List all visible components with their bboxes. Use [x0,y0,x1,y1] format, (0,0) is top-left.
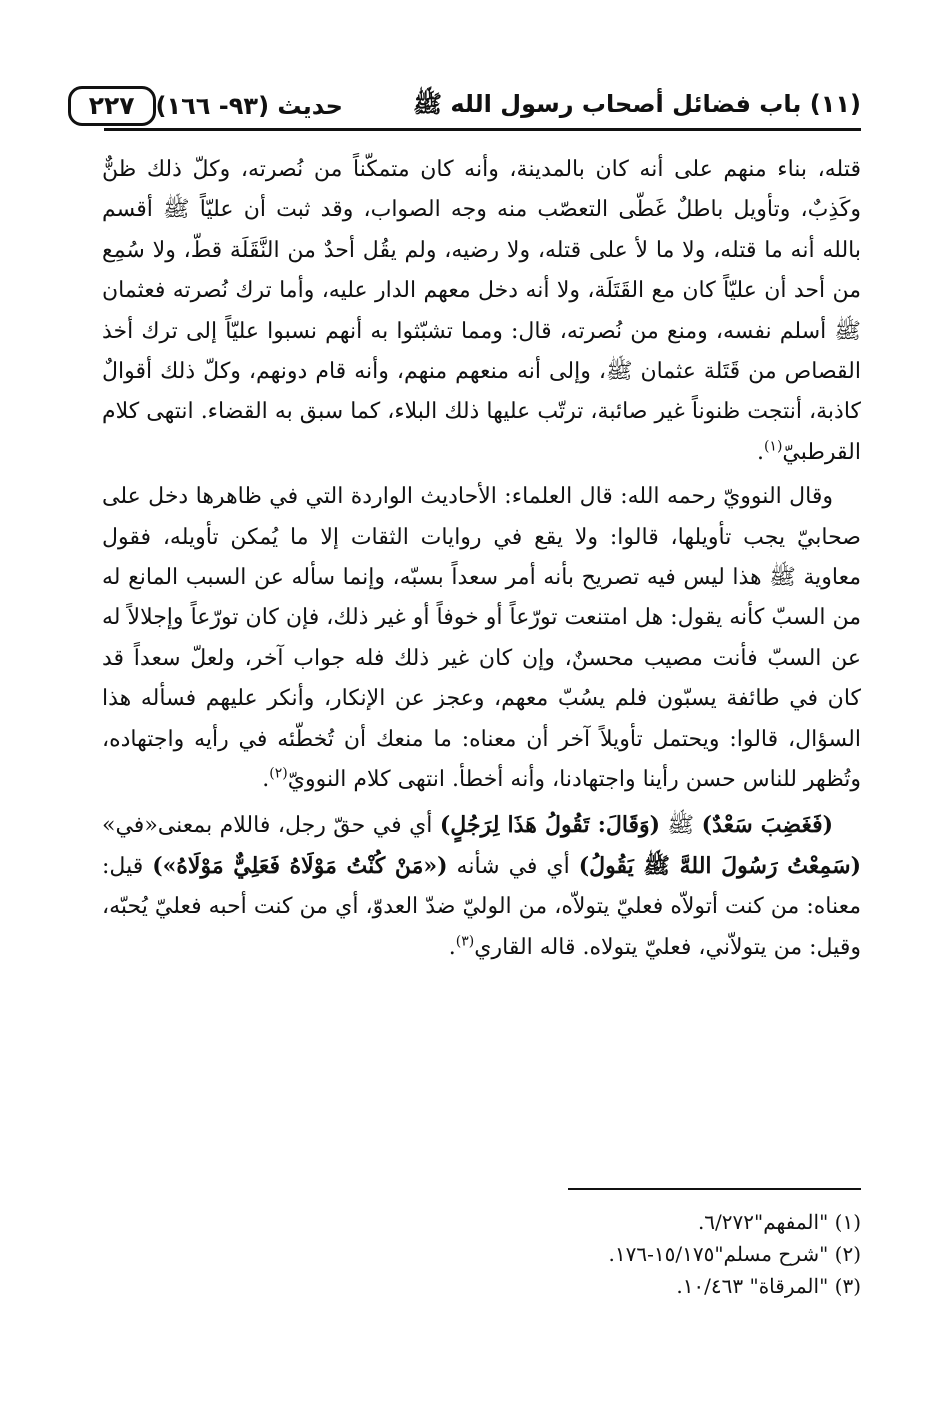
footnote-divider [568,1188,861,1190]
paragraph-2-end: . [262,767,270,793]
quote-saying: (وَقَالَ: تَقُولُ هَذَا لِرَجُلٍ) [439,811,661,838]
quote-anger: (فَغَضِبَ سَعْدٌ) [701,811,833,838]
chapter-title: (١١) باب فضائل أصحاب رسول الله ﷺ [412,89,861,118]
paragraph-2-text: وقال النوويّ رحمه الله: قال العلماء: الأحاديث الواردة التي في ظاهرها دخل على صحابيّ يجب تأويلها، قالوا: ولا يقع في روايات الثقات إلا ما يُمكن تأويله، فقول معاوية ﷺ هذا ليس فيه تصريح بأنه أمر سعداً بسبّه، وإنما سأله عن السبب المانع له من السبّ كأنه يقول: هل امتنعت تورّعاً أو خوفاً أو غير ذلك، فإن كان تورّعاً وإجلالاً له عن السبّ فأنت مصيب محسنٌ، وإن كان غير ذلك فله جواب آخر، ولعلّ سعداً قد كان في طائفة يسبّون فلم يسُبّ معهم، وعجز عن الإنكار، وأنكر عليهم فسأله هذا السؤال، قالوا: ويحتمل تأويلاً آخر أن معناه: ما منعك أن تُخطّئه في رأيه واجتهاده، وتُظهر للناس حسن رأينا واجتهادنا، وأنه أخطأ. انتهى كلام النوويّ [102,484,861,793]
footnote-2: (٢) "شرح مسلم"١٥/١٧٥-١٧٦. [608,1242,861,1266]
paragraph-2 [102,477,861,800]
quote-mawla: («مَنْ كُنْتُ مَوْلَاهُ فَعَلِيٌّ مَوْلَاهُ») [152,852,448,879]
p3-text-2: أي في حقّ رجل، فاللام بمعنى«في» [102,812,440,838]
p3-text-4: قيل: معناه: من كنت أتولاّه فعليّ يتولاّه، من الوليّ ضدّ العدوّ، أي من كنت أحبه فعليّ يُحبّه، وقيل: من يتولاّني، فعليّ يتولاه. قاله القاري [102,853,861,960]
footnote-1: (١) "المفهم"٦/٢٧٢. [697,1210,861,1234]
p3-text-1: ﷺ [660,812,702,838]
page-number: ٢٢٧ [68,86,156,126]
paragraph-1-end: . [756,439,764,465]
hadith-range: حديث (٩٣- ١٦٦) [155,92,343,120]
p3-text-3: أي في شأنه [447,853,579,879]
header-divider [104,128,861,131]
paragraph-1-text: قتله، بناء منهم على أنه كان بالمدينة، وأنه كان متمكّناً من نُصرته، وكلّ ذلك ظنٌّ وكَذِبٌ، وتأويل باطلٌ غَطّى التعصّب منه وجه الصواب، وقد ثبت أن عليّاً ﷺ أقسم بالله أنه ما قتله، ولا ما لأ على قتله، ولا رضيه، ولم يقُل أحدٌ من النَّقَلَة قطّ، ولا سُمِع من أحد أن عليّاً كان مع القَتَلَة، ولا أنه دخل معهم الدار عليه، وأما ترك نُصرته فعثمان ﷺ أسلم نفسه، ومنع من نُصرته، قال: ومما تشبّثوا به أنهم نسبوا عليّاً إلى ترك أخذ القصاص من قَتَلة عثمان ﷺ، وإلى أنه منعهم منهم، وأنه قام دونهم، وكلّ ذلك أقوالٌ كاذبة، أنتجت ظنوناً غير صائبة، ترتّب عليها ذلك البلاء، كما سبق به القضاء. انتهى كلام القرطبيّ [102,157,861,465]
footnote-3: (٣) "المرقاة" ١٠/٤٦٣. [676,1274,861,1298]
paragraph-3-end: . [448,934,456,960]
running-header [88,84,861,128]
paragraph-3 [102,805,861,969]
footnote-ref-2: (٢) [269,765,288,782]
footnote-ref-3: (٣) [455,933,475,950]
footnotes [300,1206,861,1302]
paragraph-1 [102,150,861,473]
main-text [102,150,861,968]
quote-heard: (سَمِعْتُ رَسُولَ اللهَّ ﷺ يَقُولُ) [578,852,861,879]
footnote-ref-1: (١) [763,438,783,455]
